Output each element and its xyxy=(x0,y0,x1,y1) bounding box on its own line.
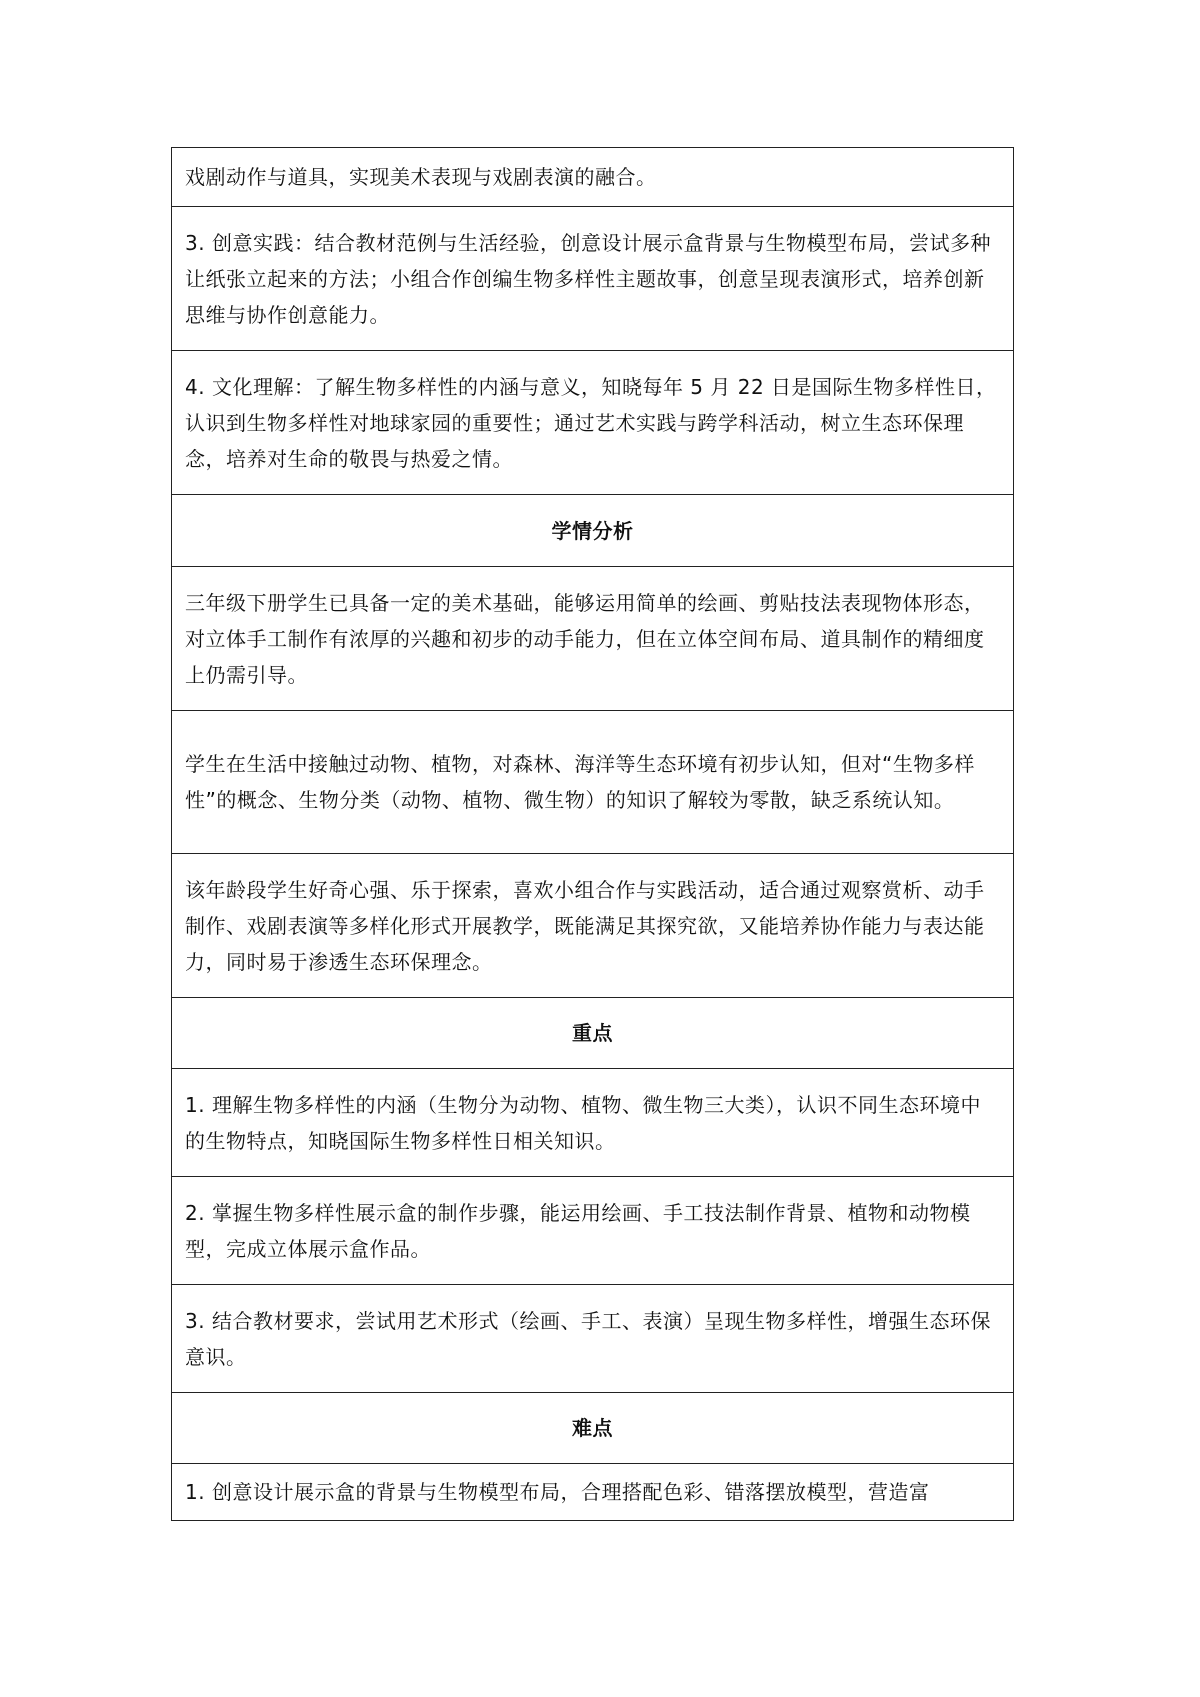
table-row xyxy=(172,1284,1013,1392)
cell-text: 2. 掌握生物多样性展示盒的制作步骤，能运用绘画、手工技法制作背景、植物和动物模型，完成立体展示盒作品。 xyxy=(185,1200,971,1261)
section-heading: 学情分析 xyxy=(551,518,634,543)
lesson-plan-table xyxy=(171,147,1014,1521)
section-heading: 难点 xyxy=(572,1416,613,1440)
table-row xyxy=(172,350,1013,494)
cell-text: 三年级下册学生已具备一定的美术基础，能够运用简单的绘画、剪贴技法表现物体形态，对立体手工制作有浓厚的兴趣和初步的动手能力，但在立体空间布局、道具制作的精细度上仍需引导。 xyxy=(185,590,985,687)
cell-text: 3. 结合教材要求，尝试用艺术形式（绘画、手工、表演）呈现生物多样性，增强生态环保意识。 xyxy=(185,1308,991,1369)
section-heading-row xyxy=(172,997,1013,1068)
table-row xyxy=(172,148,1013,206)
cell-text: 3. 创意实践：结合教材范例与生活经验，创意设计展示盒背景与生物模型布局，尝试多种让纸张立起来的方法；小组合作创编生物多样性主题故事，创意呈现表演形式，培养创新思维与协作创意能力。 xyxy=(185,230,991,327)
cell-text: 1. 创意设计展示盒的背景与生物模型布局，合理搭配色彩、错落摆放模型，营造富 xyxy=(185,1480,930,1504)
cell-text: 4. 文化理解：了解生物多样性的内涵与意义，知晓每年 5 月 22 日是国际生物多样性日，认识到生物多样性对地球家园的重要性；通过艺术实践与跨学科活动，树立生态环保理念，培养对生命的敬畏与热爱之情。 xyxy=(185,374,997,471)
table-row xyxy=(172,1068,1013,1176)
table-row xyxy=(172,566,1013,710)
cell-text: 该年龄段学生好奇心强、乐于探索，喜欢小组合作与实践活动，适合通过观察赏析、动手制作、戏剧表演等多样化形式开展教学，既能满足其探究欲，又能培养协作能力与表达能力，同时易于渗透生态环保理念。 xyxy=(185,877,985,974)
section-heading: 重点 xyxy=(572,1021,613,1045)
cell-text: 戏剧动作与道具，实现美术表现与戏剧表演的融合。 xyxy=(185,165,657,189)
section-heading-row xyxy=(172,494,1013,566)
section-heading-row xyxy=(172,1392,1013,1463)
table-row xyxy=(172,853,1013,997)
table-row xyxy=(172,710,1013,853)
cell-text: 学生在生活中接触过动物、植物，对森林、海洋等生态环境有初步认知，但对“生物多样性”的概念、生物分类（动物、植物、微生物）的知识了解较为零散，缺乏系统认知。 xyxy=(185,752,975,812)
table-row xyxy=(172,1176,1013,1284)
cell-text: 1. 理解生物多样性的内涵（生物分为动物、植物、微生物三大类），认识不同生态环境中的生物特点，知晓国际生物多样性日相关知识。 xyxy=(185,1092,981,1153)
table-row xyxy=(172,206,1013,350)
table-row xyxy=(172,1463,1013,1520)
